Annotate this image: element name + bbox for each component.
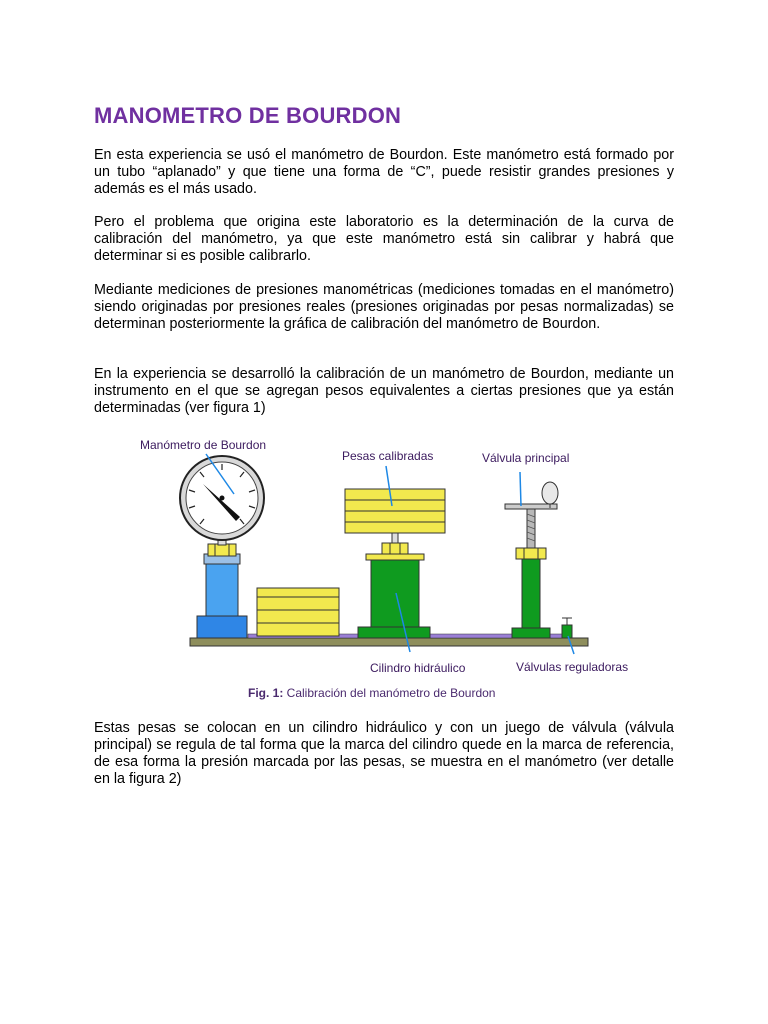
page-title: MANOMETRO DE BOURDON	[94, 103, 402, 128]
paragraph-5: Estas pesas se colocan en un cilindro hidráulico y con un juego de válvula (válvula principal) se regula de tal forma que la marca del cilindro quede en la marca de referencia, de esa forma la presión marcada por las pesas, se muestra en el manómetro (ver detalle en la figura 2)	[94, 720, 674, 787]
figure-1	[0, 428, 768, 713]
paragraph-4: En la experiencia se desarrolló la calibración de un manómetro de Bourdon, mediante un instrumento en el que se agregan pesos equivalentes a ciertas presiones que ya están determinadas (ver figura 1)	[94, 366, 674, 416]
caption-prefix: Fig. 1:	[248, 686, 284, 700]
bourdon-gauge	[180, 456, 264, 638]
paragraph-3: Mediante mediciones de presiones manométricas (mediciones tomadas en el manómetro) siendo originadas por presiones reales (presiones originadas por pesas normalizadas) se determinan posteriormente la gráfica de calibración del manómetro de Bourdon.	[94, 282, 674, 332]
paragraph-1: En esta experiencia se usó el manómetro de Bourdon. Este manómetro está formado por un tubo “aplanado” y que tiene una forma de “C”, puede resistir grandes presiones y además es el más usado.	[94, 147, 674, 197]
base-plate	[190, 638, 588, 646]
label-weights: Pesas calibradas	[342, 449, 434, 463]
main-valve	[505, 482, 558, 638]
regulating-valve	[562, 618, 572, 638]
label-manometer: Manómetro de Bourdon	[140, 438, 267, 452]
paragraph-2: Pero el problema que origina este laboratorio es la determinación de la curva de calibración del manómetro, ya que este manómetro está sin calibrar y habrá que determinar si es posible calibrarlo.	[94, 214, 674, 264]
caption-text: Calibración del manómetro de Bourdon	[283, 686, 496, 700]
spare-weights	[257, 588, 339, 636]
label-regulating-valves: Válvulas reguladoras	[516, 660, 629, 674]
label-main-valve: Válvula principal	[482, 451, 570, 465]
figure-caption	[248, 686, 495, 700]
hydraulic-cylinder	[345, 489, 445, 638]
label-cylinder: Cilindro hidráulico	[370, 661, 466, 675]
